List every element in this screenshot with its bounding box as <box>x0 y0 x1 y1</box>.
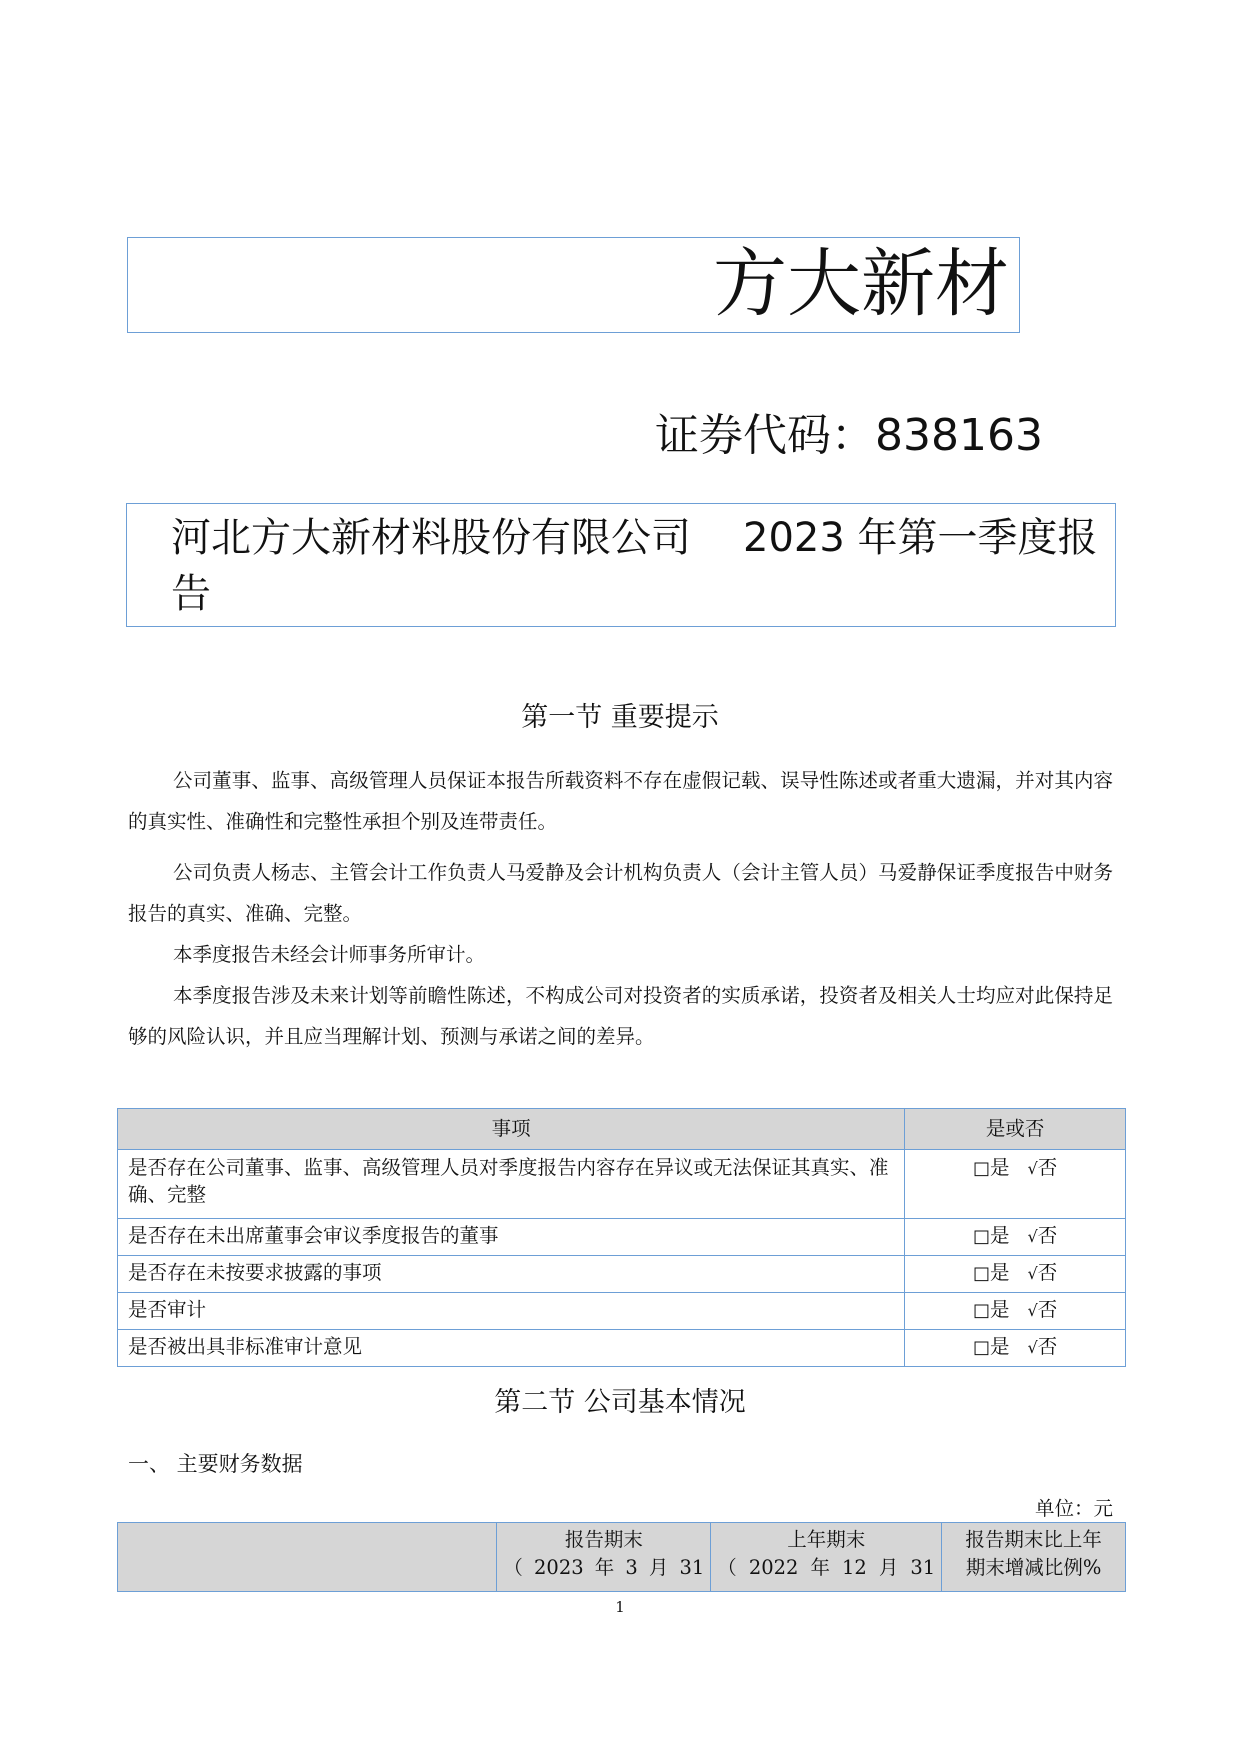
item-text: 是否存在未按要求披露的事项 <box>118 1256 905 1293</box>
table-header-row <box>118 1523 1126 1592</box>
answer-yes-label: 是 <box>989 1335 1010 1358</box>
answer-no-label: 否 <box>1037 1156 1058 1179</box>
answer-yes-label: 是 <box>989 1261 1010 1284</box>
answer-no-label: 否 <box>1037 1261 1058 1284</box>
table-header-row <box>118 1109 1126 1150</box>
report-title-company: 河北方大新材料股份有限公司 <box>171 515 691 561</box>
checkbox-unchecked-icon: □ <box>972 1337 990 1358</box>
report-title-period: 2023 年第一季度报告 <box>171 515 1098 617</box>
notice-paragraph-3: 本季度报告未经会计师事务所审计。 <box>173 943 486 966</box>
table-row <box>118 1330 1126 1367</box>
notice-paragraph-4: 本季度报告涉及未来计划等前瞻性陈述，不构成公司对投资者的实质承诺，投资者及相关人士均应对此保持足够的风险认识，并且应当理解计划、预测与承诺之间的差异。 <box>128 984 1113 1048</box>
column-header-line: （2023年3月31 <box>503 1556 705 1579</box>
page-number: 1 <box>615 1598 625 1616</box>
column-header-period-end <box>497 1523 711 1592</box>
financial-data-table <box>117 1522 1126 1592</box>
unit-label: 单位：元 <box>1034 1497 1113 1520</box>
column-header-change-pct <box>942 1523 1126 1592</box>
column-header-line: 报告期末比上年 <box>965 1528 1102 1551</box>
answer-yes-label: 是 <box>989 1156 1010 1179</box>
column-header-line: 报告期末 <box>564 1528 643 1551</box>
item-text: 是否被出具非标准审计意见 <box>118 1330 905 1367</box>
checkbox-unchecked-icon: □ <box>972 1263 990 1284</box>
item-text: 是否存在未出席董事会审议季度报告的董事 <box>118 1219 905 1256</box>
answer-no-label: 否 <box>1037 1224 1058 1247</box>
checkmark-icon: √ <box>1027 1301 1038 1320</box>
checkbox-unchecked-icon: □ <box>972 1300 990 1321</box>
table-row <box>118 1150 1126 1219</box>
checkmark-icon: √ <box>1027 1264 1038 1283</box>
notice-paragraph-1: 公司董事、监事、高级管理人员保证本报告所载资料不存在虚假记载、误导性陈述或者重大遗漏，并对其内容的真实性、准确性和完整性承担个别及连带责任。 <box>128 769 1113 833</box>
checkbox-unchecked-icon: □ <box>972 1158 990 1179</box>
section1-heading: 第一节 重要提示 <box>521 702 719 733</box>
checkmark-icon: √ <box>1027 1227 1038 1246</box>
table-row <box>118 1256 1126 1293</box>
table-row <box>118 1293 1126 1330</box>
item-text: 是否审计 <box>118 1293 905 1330</box>
answer-cell <box>905 1293 1126 1330</box>
answer-cell <box>905 1219 1126 1256</box>
stock-code: 证券代码：838163 <box>655 410 1043 461</box>
column-header-prior-year-end <box>711 1523 942 1592</box>
answer-cell <box>905 1150 1126 1219</box>
answer-cell <box>905 1330 1126 1367</box>
company-short-name-box <box>127 237 1020 333</box>
column-header-blank <box>118 1523 497 1592</box>
subsection-heading: 一、 主要财务数据 <box>128 1452 303 1476</box>
answer-no-label: 否 <box>1037 1298 1058 1321</box>
column-header-answer: 是或否 <box>905 1109 1126 1150</box>
table-row <box>118 1219 1126 1256</box>
column-header-line: 上年期末 <box>787 1528 866 1551</box>
column-header-line: 期末增减比例% <box>965 1556 1102 1579</box>
answer-no-label: 否 <box>1037 1335 1058 1358</box>
notice-paragraph-2: 公司负责人杨志、主管会计工作负责人马爱静及会计机构负责人（会计主管人员）马爱静保证季度报告中财务报告的真实、准确、完整。 <box>128 861 1113 925</box>
answer-yes-label: 是 <box>989 1224 1010 1247</box>
checkbox-unchecked-icon: □ <box>972 1226 990 1247</box>
column-header-item: 事项 <box>118 1109 905 1150</box>
checkmark-icon: √ <box>1027 1159 1038 1178</box>
company-short-name: 方大新材 <box>713 241 1009 327</box>
confirmation-table <box>117 1108 1126 1367</box>
column-header-line: （2022年12月31 <box>717 1556 936 1579</box>
answer-cell <box>905 1256 1126 1293</box>
item-text: 是否存在公司董事、监事、高级管理人员对季度报告内容存在异议或无法保证其真实、准确、完整 <box>118 1150 905 1219</box>
report-title-box <box>126 503 1116 627</box>
section2-heading: 第二节 公司基本情况 <box>494 1387 746 1418</box>
checkmark-icon: √ <box>1027 1338 1038 1357</box>
answer-yes-label: 是 <box>989 1298 1010 1321</box>
report-title <box>127 510 1117 622</box>
